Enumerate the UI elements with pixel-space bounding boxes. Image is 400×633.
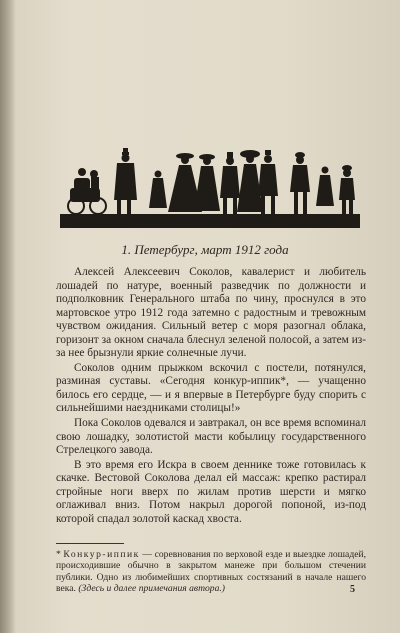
body-text <box>56 266 366 527</box>
footnote-term: Конкур-иппик <box>63 549 140 560</box>
paragraph: Соколов одним прыжком вскочил с постели, потянулся, разминая суставы. «Сегодня конкур-иппик*, — учащенно билось его сердце, — и я впервые в Петербурге буду спорить с сильнейшими наездниками столицы!» <box>56 361 366 415</box>
footnote-divider <box>56 543 124 544</box>
paragraph: Пока Соколов одевался и завтракал, он все время вспоминал свою лошадку, золотистой масти кобылицу государственного Стрелецкого завода. <box>56 417 366 457</box>
footnote-author-note: (Здесь и далее примечания автора.) <box>78 583 225 595</box>
chapter-heading: 1. Петербург, март 1912 года <box>121 242 289 257</box>
book-gutter-shadow <box>0 0 16 633</box>
footnote <box>56 549 366 595</box>
footnote-mark: * <box>56 549 64 560</box>
footnote-text: — соревнования по верховой езде и выездке лошадей, происходившие обычно в закрытом манеже при большом стечении публики. Одно из любимейших спортивных состязаний в начале нашего века. <box>56 549 366 595</box>
paragraph: В это время его Искра в своем деннике тоже готовилась к скачке. Вестовой Соколова делал ей массаж: крепко растирал стройные ноги вверх по жилам против шерсти и мягко оглаживал вниз. Потом накрыл дорогой попоной, из-под которой спадал золотой каскад хвоста. <box>56 458 366 525</box>
page-number: 5 <box>350 584 355 595</box>
paragraph: Алексей Алексеевич Соколов, кавалерист и любитель лошадей по натуре, военный разведчик по должности и подполковник Генерального штаба по чину, проснулся в это мартовское утро 1912 года затемно с радостным и тревожным чувством ожидания. Сильный ветер с моря разогнал облака, горизонт за окном сначала блеснул зеленой полосой, а затем из-за нее брызнули яркие солнечные лучи. <box>56 266 366 360</box>
silhouette-illustration <box>60 148 360 230</box>
